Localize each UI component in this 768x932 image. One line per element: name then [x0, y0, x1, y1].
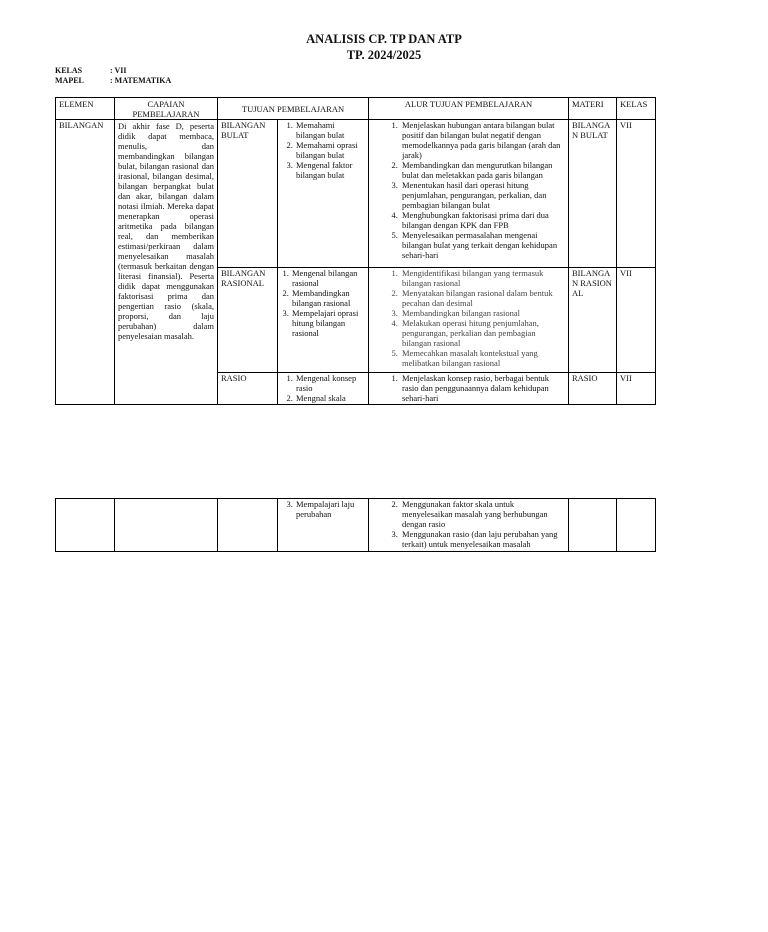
analysis-table [55, 97, 656, 405]
alur-cell [369, 120, 569, 268]
list-item: 1. Mengenal bilangan rasional [291, 268, 365, 288]
elemen-cell [56, 499, 115, 552]
list-item: 1. Mengenal konsep rasio [295, 373, 365, 393]
header-elemen: ELEMEN [56, 98, 115, 120]
kelas-cell [617, 499, 656, 552]
topik-cell: BILANGAN BULAT [218, 120, 278, 268]
header-kelas: KELAS [617, 98, 656, 120]
list-item: 3. Mengenal faktor bilangan bulat [295, 160, 365, 180]
materi-cell: BILANGAN RASIONAL [569, 268, 617, 373]
kelas-line [55, 66, 127, 76]
list-item: 3. Menggunakan rasio (dan laju perubahan yang terkait) untuk menyelesaikan masalah [400, 529, 565, 549]
tujuan-cell [278, 120, 369, 268]
elemen-cell: BILANGAN [56, 120, 115, 405]
document-title: ANALISIS CP. TP DAN ATP [306, 32, 462, 46]
capaian-cell: Di akhir fase D, peserta didik dapat membaca, menulis, dan membandingkan bilangan bulat, bilangan rasional dan irasional, bilangan desimal, bilangan berpangkat bulat dan akar, bilangan dalam notasi ilmiah. Mereka dapat menerapkan operasi aritmetika pada bilangan real, dan memberikan estimasi/perkiraan dalam menyelesaikan masalah (termasuk berkaitan dengan literasi finansial). Peserta didik dapat menggunakan faktorisasi prima dan pengertian rasio (skala, proporsi, dan laju perubahan) dalam penyelesaian masalah. [115, 120, 218, 405]
tujuan-cell [278, 499, 369, 552]
capaian-cell [115, 499, 218, 552]
list-item: 2. Memahami oprasi bilangan bulat [295, 140, 365, 160]
topik-cell: RASIO [218, 373, 278, 405]
list-item: 1. Mengidentifikasi bilangan yang termasuk bilangan rasional [400, 268, 565, 288]
header-materi: MATERI [569, 98, 617, 120]
list-item: 4. Menghubungkan faktorisasi prima dari dua bilangan dengan KPK dan FPB [400, 210, 565, 230]
list-item: 1. Menjelaskan hubungan antara bilangan bulat positif dan bilangan bulat negatif dengan memodelkannya pada garis bilangan (arah dan jarak) [400, 120, 565, 160]
materi-cell [569, 499, 617, 552]
list-item: 1. Menjelaskan konsep rasio, berbagai bentuk rasio dan penggunaannya dalam kehidupan sehari-hari [400, 373, 565, 403]
topik-cell [218, 499, 278, 552]
list-item: 2. Mengnal skala [295, 393, 365, 403]
topik-cell: BILANGAN RASIONAL [218, 268, 278, 373]
mapel-label: MAPEL [55, 76, 84, 85]
list-item: 3. Membandingkan bilangan rasional [400, 308, 565, 318]
document-subtitle: TP. 2024/2025 [346, 48, 422, 62]
tujuan-cell [278, 268, 369, 373]
materi-cell: RASIO [569, 373, 617, 405]
list-item: 2. Menggunakan faktor skala untuk menyelesaikan masalah yang berhubungan dengan rasio [400, 499, 565, 529]
list-item: 2. Menyatakan bilangan rasional dalam bentuk pecahan dan desimal [400, 288, 565, 308]
kelas-cell: VII [617, 120, 656, 268]
alur-cell [369, 268, 569, 373]
analysis-table-continuation [55, 498, 656, 552]
list-item: 5. Menyelesaikan permasalahan mengenai bilangan bulat yang terkait dengan kehidupan sehari-hari [400, 230, 565, 260]
table-row [56, 120, 656, 268]
header-alur: ALUR TUJUAN PEMBELAJARAN [369, 98, 569, 120]
header-capaian: CAPAIAN PEMBELAJARAN [115, 98, 218, 120]
table-header-row [56, 98, 656, 120]
list-item: 3. Mempelajari oprasi hitung bilangan rasional [291, 308, 365, 338]
list-item: 2. Membandingkan dan mengurutkan bilangan bulat dan meletakkan pada garis bilangan [400, 160, 565, 180]
list-item: 3. Menentukan hasil dari operasi hitung penjumlahan, pengurangan, perkalian, dan pembagian bilangan bulat [400, 180, 565, 210]
list-item: 2. Membandingkan bilangan rasional [291, 288, 365, 308]
kelas-value: : VII [110, 66, 127, 75]
list-item: 4. Melakukan operasi hitung penjumlahan, pengurangan, perkalian dan pembagian bilangan rasional [400, 318, 565, 348]
alur-cell [369, 373, 569, 405]
header-tujuan: TUJUAN PEMBELAJARAN [218, 98, 369, 120]
kelas-cell: VII [617, 373, 656, 405]
mapel-line [55, 76, 171, 86]
list-item: 5. Memecahkan masalah kontekstual yang melibatkan bilangan rasional [400, 348, 565, 368]
mapel-value: : MATEMATIKA [110, 76, 172, 85]
list-item: 1. Memahami bilangan bulat [295, 120, 365, 140]
kelas-cell: VII [617, 268, 656, 373]
alur-cell [369, 499, 569, 552]
tujuan-cell [278, 373, 369, 405]
list-item: 3. Mempalajari laju perubahan [295, 499, 365, 519]
kelas-label: KELAS [55, 66, 83, 75]
materi-cell: BILANGAN BULAT [569, 120, 617, 268]
table-row [56, 499, 656, 552]
